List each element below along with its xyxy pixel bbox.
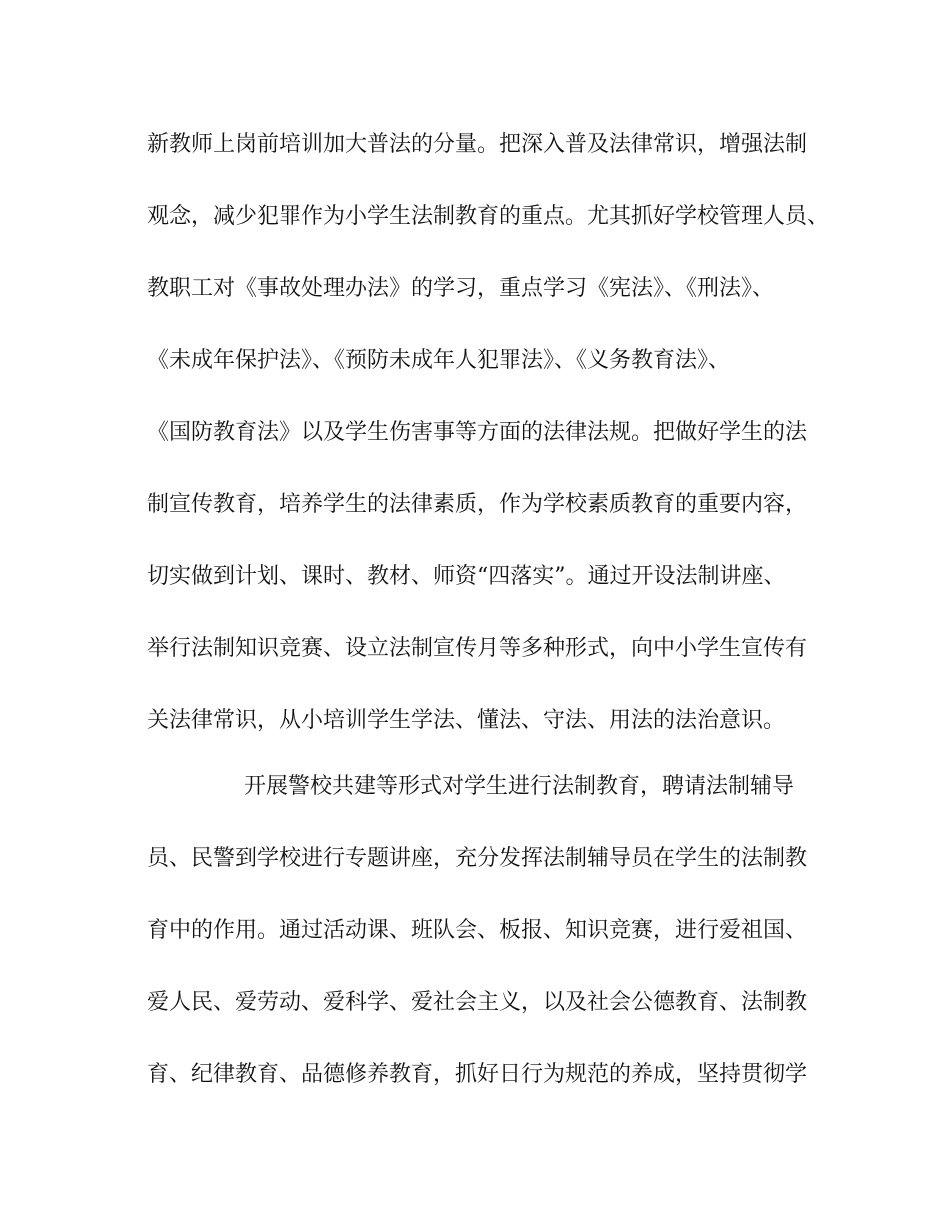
text-line-1: 新教师上岗前培训加大普法的分量。把深入普及法律常识，增强法制 [147,132,808,157]
text-line-12: 育中的作用。通过活动课、班队会、板报、知识竞赛，进行爱祖国、 [147,918,808,943]
text-line-7: 切实做到计划、课时、教材、师资“四落实”。通过开设法制讲座、 [147,564,786,589]
text-line-3: 教职工对《事故处理办法》的学习，重点学习《宪法》、《刑法》、 [147,276,775,301]
text-line-6: 制宣传教育，培养学生的法律素质，作为学校素质教育的重要内容， [147,492,808,517]
text-line-10-paragraph-start: 开展警校共建等形式对学生进行法制教育，聘请法制辅导 [244,774,795,799]
text-line-2: 观念，减少犯罪作为小学生法制教育的重点。尤其抓好学校管理人员、 [147,204,830,229]
text-line-11: 员、民警到学校进行专题讲座，充分发挥法制辅导员在学生的法制教 [147,846,808,871]
text-line-13: 爱人民、爱劳动、爱科学、爱社会主义，以及社会公德教育、法制教 [147,990,808,1015]
text-line-8: 举行法制知识竞赛、设立法制宣传月等多种形式，向中小学生宣传有 [147,636,808,661]
text-line-4: 《未成年保护法》、《预防未成年人犯罪法》、《义务教育法》、 [147,348,731,373]
text-line-5: 《国防教育法》以及学生伤害事等方面的法律法规。把做好学生的法 [147,420,808,445]
text-line-14: 育、纪律教育、品德修养教育，抓好日行为规范的养成，坚持贯彻学 [147,1062,808,1087]
text-line-9: 关法律常识，从小培训学生学法、懂法、守法、用法的法治意识。 [147,708,786,733]
